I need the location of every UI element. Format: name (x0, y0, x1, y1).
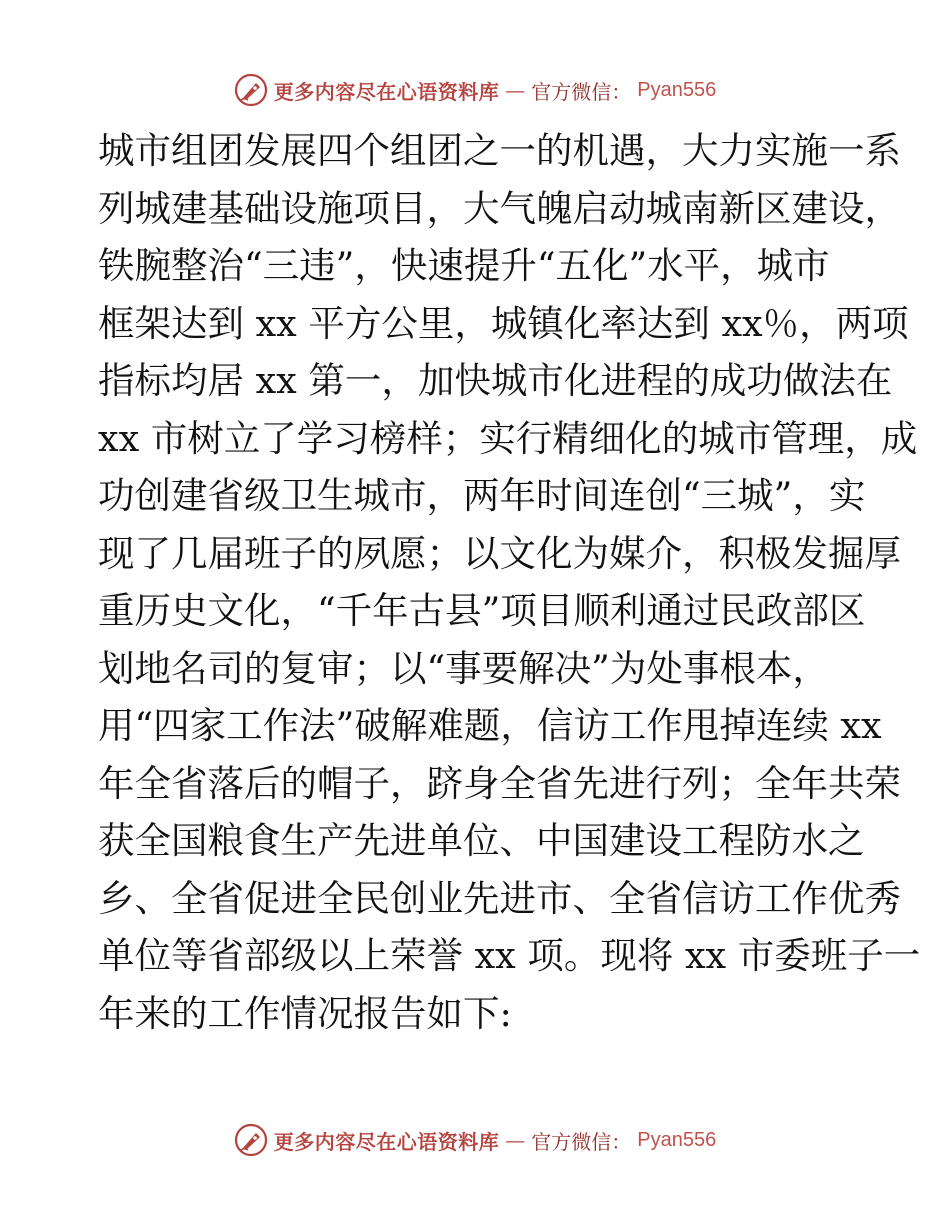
body-line: 单位等省部级以上荣誉 xx 项。现将 xx 市委班子一 (98, 934, 921, 977)
body-line: 框架达到 xx 平方公里，城镇化率达到 xx％，两项 (98, 301, 909, 345)
body-line: 重历史文化，“千年古县”项目顺利通过民政部区 (98, 589, 866, 632)
body-line: 铁腕整治“三违”，快速提升“五化”水平，城市 (98, 244, 830, 287)
document-body (98, 122, 921, 1042)
body-line: 年来的工作情况报告如下: (98, 991, 512, 1035)
banner-wechat-label: 官方微信： (531, 1129, 632, 1154)
banner-dash: — (505, 1128, 526, 1152)
footer-banner (0, 1120, 950, 1160)
body-line: 划地名司的复审；以“事要解决”为处事根本， (98, 646, 829, 690)
banner-main-text: 更多内容尽在心语资料库 (273, 79, 500, 104)
banner-main-text: 更多内容尽在心语资料库 (273, 1129, 500, 1154)
body-line: 现了几届班子的夙愿；以文化为媒介，积极发掘厚 (98, 531, 901, 575)
banner-wechat-id: Pyan556 (637, 78, 717, 101)
banner-wechat-id: Pyan556 (637, 1128, 717, 1151)
body-line: 城市组团发展四个组团之一的机遇，大力实施一系 (98, 129, 901, 172)
body-line: 年全省落后的帽子，跻身全省先进行列；全年共荣 (98, 761, 901, 805)
banner-dash: — (505, 78, 526, 102)
banner-wechat-label: 官方微信： (531, 79, 632, 104)
body-line: 列城建基础设施项目，大气魄启动城南新区建设， (98, 186, 901, 230)
pen-nib-logo-icon (234, 1123, 268, 1157)
body-line: 指标均居 xx 第一，加快城市化进程的成功做法在 (98, 359, 893, 402)
pen-nib-logo-icon (234, 73, 268, 107)
body-line: 获全国粮食生产先进单位、中国建设工程防水之 (98, 819, 865, 862)
body-line: 用“四家工作法”破解难题，信访工作甩掉连续 xx (98, 704, 882, 747)
body-line: 功创建省级卫生城市，两年时间连创“三城”，实 (98, 474, 866, 517)
body-line: 乡、全省促进全民创业先进市、全省信访工作优秀 (98, 876, 901, 920)
header-banner (0, 70, 950, 110)
body-line: xx 市树立了学习榜样；实行精细化的城市管理，成 (98, 416, 918, 460)
